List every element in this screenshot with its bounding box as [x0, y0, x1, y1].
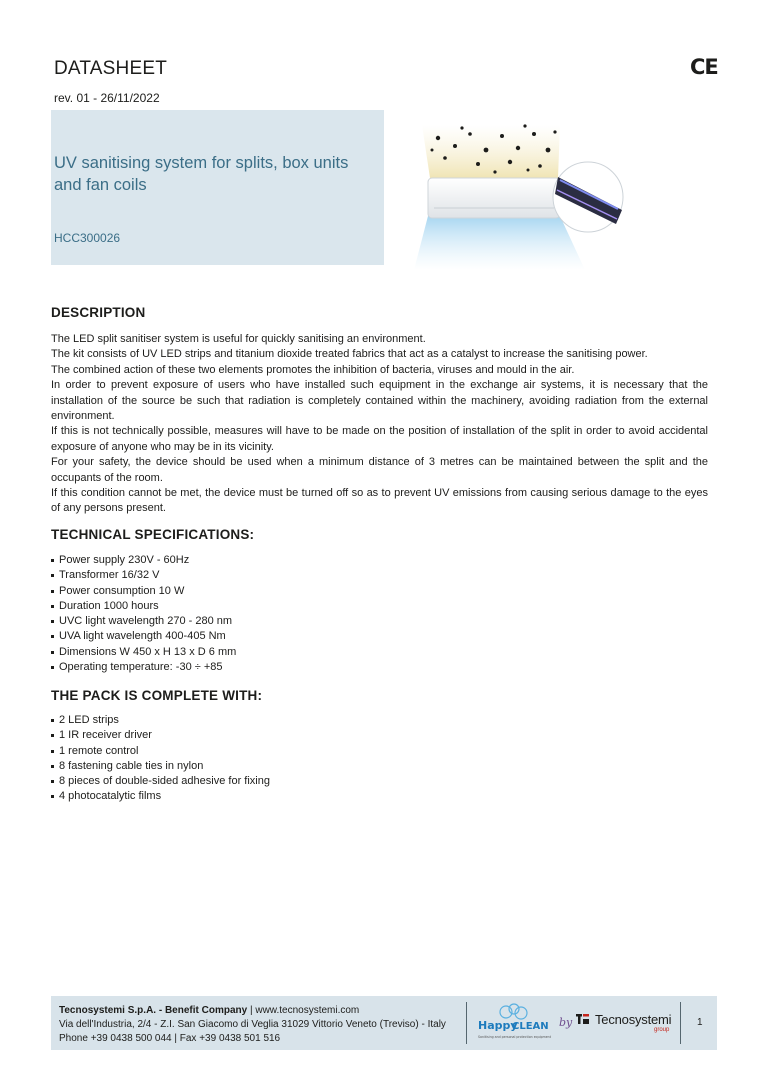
description-paragraph: For your safety, the device should be used when a minimum distance of 3 metres can be maintained between the split and the occupants of the room. — [51, 456, 708, 484]
footer-divider — [466, 1002, 467, 1044]
pack-contents-list — [51, 713, 270, 805]
footer-company-name: Tecnosystemi S.p.A. - Benefit Company — [59, 1005, 248, 1016]
happy-clean-logo-icon — [476, 1002, 556, 1044]
spec-item: UVC light wavelength 270 - 280 nm — [51, 614, 236, 629]
product-code: HCC300026 — [54, 231, 121, 245]
product-name: UV sanitising system for splits, box units and fan coils — [54, 154, 349, 194]
spec-item: Transformer 16/32 V — [51, 568, 236, 583]
tecnosystemi-logo-icon — [576, 1013, 590, 1025]
description-paragraph: The LED split sanitiser system is useful for quickly sanitising an environment. — [51, 333, 426, 345]
description-paragraph: If this condition cannot be met, the device must be turned off so as to prevent UV emissions from causing serious damage to the eyes of any persons present. — [51, 487, 708, 515]
spec-item: UVA light wavelength 400-405 Nm — [51, 629, 236, 644]
spec-item: Power supply 230V - 60Hz — [51, 553, 236, 568]
pack-item: 8 pieces of double-sided adhesive for fixing — [51, 774, 270, 789]
split-air-conditioner-uv-illustration-icon — [410, 120, 630, 280]
logo-tagline: Sanitising and personal protection equipment — [478, 1035, 551, 1039]
tecnosystemi-group-label: group — [654, 1027, 670, 1033]
logo-clean-word: CLEAN — [512, 1021, 549, 1032]
technical-specifications-list — [51, 553, 236, 675]
footer-contacts: Phone +39 0438 500 044 | Fax +39 0438 501 516 — [59, 1033, 281, 1044]
footer-divider — [680, 1002, 681, 1044]
page-number: 1 — [697, 1017, 703, 1028]
footer-website-link[interactable]: | www.tecnosystemi.com — [247, 1005, 360, 1016]
by-word: by — [559, 1016, 573, 1029]
description-body — [51, 332, 708, 517]
description-paragraph: The kit consists of UV LED strips and titanium dioxide treated fabrics that act as a catalyst to increase the sanitising power. — [51, 348, 648, 361]
description-heading: DESCRIPTION — [51, 305, 146, 320]
footer-contact-block — [59, 1004, 446, 1046]
ce-mark-icon: CE — [690, 55, 718, 79]
pack-contents-heading: THE PACK IS COMPLETE WITH: — [51, 688, 263, 703]
technical-specifications-heading: TECHNICAL SPECIFICATIONS: — [51, 527, 255, 542]
logo-happy-word: Happy — [478, 1019, 518, 1032]
spec-item: Operating temperature: -30 ÷ +85 — [51, 660, 236, 675]
product-header-box — [51, 110, 384, 265]
spec-item: Duration 1000 hours — [51, 599, 236, 614]
revision-date: rev. 01 - 26/11/2022 — [54, 91, 160, 105]
document-title: DATASHEET — [54, 58, 167, 79]
spec-item: Power consumption 10 W — [51, 584, 236, 599]
spec-item: Dimensions W 450 x H 13 x D 6 mm — [51, 645, 236, 660]
tecnosystemi-wordmark: Tecnosystemi — [595, 1012, 672, 1027]
pack-item: 1 IR receiver driver — [51, 728, 270, 743]
description-paragraph: The combined action of these two elements promotes the inhibition of bacteria, viruses and mould in the air. — [51, 363, 575, 376]
footer-company-line — [59, 1004, 446, 1018]
description-paragraph: In order to prevent exposure of users who have installed such equipment in the exchange air systems, it is necessary that the installation of the source be such that radiation is completely contained within the machinery, avoiding radiation from the external environment. — [51, 379, 708, 423]
description-paragraph: If this is not technically possible, measures will have to be made on the position of installation of the split in order to avoid accidental exposure of anyone who may be in its vicinity. — [51, 425, 708, 453]
page-footer — [51, 996, 717, 1050]
footer-address: Via dell'Industria, 2/4 - Z.I. San Giacomo di Veglia 31029 Vittorio Veneto (Treviso) - Italy — [59, 1019, 446, 1030]
pack-item: 8 fastening cable ties in nylon — [51, 759, 270, 774]
pack-item: 1 remote control — [51, 744, 270, 759]
pack-item: 4 photocatalytic films — [51, 789, 270, 804]
pack-item: 2 LED strips — [51, 713, 270, 728]
